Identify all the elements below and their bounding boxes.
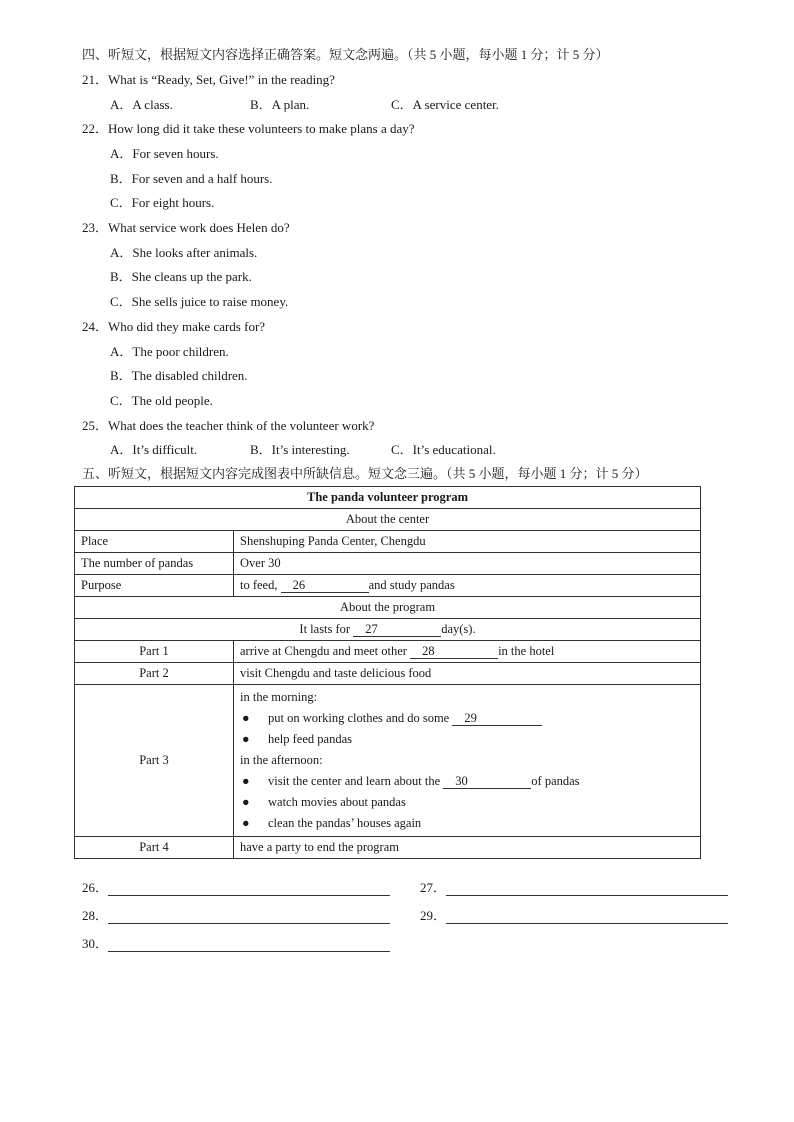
part4-label: Part 4 (75, 837, 234, 859)
morning-item-2: ● help feed pandas (240, 729, 694, 750)
question-23: 23．What service work does Helen do? (82, 220, 290, 235)
place-label: Place (75, 531, 234, 553)
part2-value: visit Chengdu and taste delicious food (234, 663, 701, 685)
option-23b: B．She cleans up the park. (110, 269, 252, 284)
option-24a: A．The poor children. (110, 344, 229, 359)
option-24c: C．The old people. (110, 393, 213, 408)
question-24: 24．Who did they make cards for? (82, 319, 266, 334)
answer-26: 26． (82, 880, 390, 896)
question-25: 25．What does the teacher think of the volunteer work? (82, 418, 375, 433)
afternoon-item-3: ● clean the pandas’ houses again (240, 813, 694, 834)
answer-30: 30． (82, 936, 390, 952)
blank-30[interactable]: 30 (443, 774, 531, 789)
option-22c: C．For eight hours. (110, 195, 215, 210)
question-22: 22．How long did it take these volunteers to make plans a day? (82, 121, 415, 136)
about-center-header: About the center (75, 509, 701, 531)
option-22b: B．For seven and a half hours. (110, 171, 273, 186)
number-value: Over 30 (234, 553, 701, 575)
part1-value: arrive at Chengdu and meet other 28 in the hotel (234, 641, 701, 663)
section-4-heading: 四、听短文，根据短文内容选择正确答案。短文念两遍。（共 5 小题，每小题 1 分；计 5 分） (82, 47, 609, 62)
purpose-value: to feed, 26 and study pandas (234, 575, 701, 597)
blank-29[interactable]: 29 (452, 711, 542, 726)
option-22a: A．For seven hours. (110, 146, 219, 161)
answer-line-29[interactable] (446, 911, 728, 924)
question-21: 21．What is “Ready, Set, Give!” in the reading? (82, 72, 335, 87)
blank-26[interactable]: 26 (281, 578, 369, 593)
bullet-icon: ● (242, 795, 250, 809)
place-value: Shenshuping Panda Center, Chengdu (234, 531, 701, 553)
purpose-label: Purpose (75, 575, 234, 597)
option-25a: A．It’s difficult. (110, 442, 198, 457)
bullet-icon: ● (242, 732, 250, 746)
bullet-icon: ● (242, 774, 250, 788)
answer-29: 29． (420, 908, 728, 924)
table-title: The panda volunteer program (75, 487, 701, 509)
option-21a: A．A class. (110, 97, 173, 112)
section-5-heading: 五、听短文，根据短文内容完成图表中所缺信息。短文念三遍。（共 5 小题，每小题 1 分；计 5 分） (82, 466, 648, 481)
option-21b: B．A plan. (250, 97, 310, 112)
bullet-icon: ● (242, 711, 250, 725)
part1-label: Part 1 (75, 641, 234, 663)
afternoon-item-2: ● watch movies about pandas (240, 792, 694, 813)
option-25b: B．It’s interesting. (250, 442, 350, 457)
option-21c: C．A service center. (391, 97, 499, 112)
answer-line-26[interactable] (108, 883, 390, 896)
afternoon-label: in the afternoon: (240, 753, 323, 767)
blank-27[interactable]: 27 (353, 622, 441, 637)
morning-label: in the morning: (240, 690, 318, 704)
number-label: The number of pandas (75, 553, 234, 575)
part3-label: Part 3 (75, 685, 234, 837)
panda-program-table (74, 486, 701, 859)
afternoon-item-1: ● visit the center and learn about the 30 of pandas (240, 771, 694, 792)
option-23a: A．She looks after animals. (110, 245, 258, 260)
answer-line-27[interactable] (446, 883, 728, 896)
option-23c: C．She sells juice to raise money. (110, 294, 289, 309)
morning-item-1: ● put on working clothes and do some 29 (240, 708, 694, 729)
bullet-icon: ● (242, 816, 250, 830)
lasts-row: It lasts for 27 day(s). (75, 619, 701, 641)
answer-line-30[interactable] (108, 939, 390, 952)
part3-value (234, 685, 701, 837)
blank-28[interactable]: 28 (410, 644, 498, 659)
part4-value: have a party to end the program (234, 837, 701, 859)
answer-28: 28． (82, 908, 390, 924)
option-25c: C．It’s educational. (391, 442, 496, 457)
answer-line-28[interactable] (108, 911, 390, 924)
part2-label: Part 2 (75, 663, 234, 685)
about-program-header: About the program (75, 597, 701, 619)
answer-27: 27． (420, 880, 728, 896)
option-24b: B．The disabled children. (110, 368, 248, 383)
